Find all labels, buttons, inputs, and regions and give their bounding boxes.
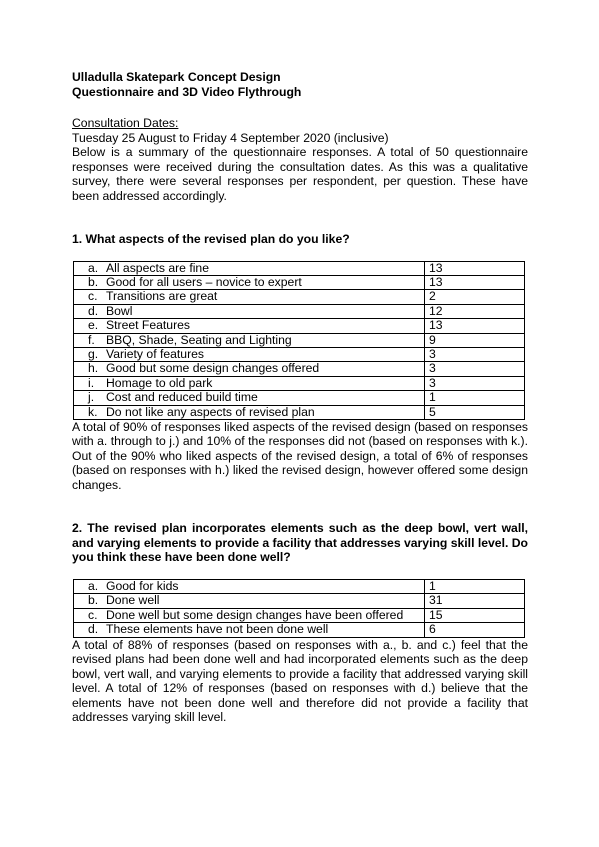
- response-answer-cell: [74, 333, 425, 347]
- response-answer: Do not like any aspects of revised plan: [106, 404, 315, 419]
- document-title-line1: Ulladulla Skatepark Concept Design: [72, 70, 281, 84]
- table-row: [74, 362, 525, 376]
- question-1-analysis: A total of 90% of responses liked aspects of the revised design (based on responses with a. through to j.) and 10% of the responses did not (based on responses with k.). Out of the 90% who liked aspects of the revised design, a total of 6% of responses (based on responses with h.) liked the revised design, however offered some design changes.: [72, 419, 528, 492]
- response-answer-cell: [74, 275, 425, 289]
- response-count: 1: [425, 579, 525, 593]
- response-letter: b.: [88, 593, 99, 608]
- response-count: 31: [425, 594, 525, 608]
- table-row: [74, 304, 525, 318]
- response-answer: BBQ, Shade, Seating and Lighting: [106, 332, 292, 347]
- response-answer-cell: [74, 290, 425, 304]
- response-answer: Street Features: [106, 318, 190, 333]
- response-letter: f.: [88, 332, 95, 347]
- response-letter: e.: [88, 318, 99, 333]
- response-answer: Good but some design changes offered: [106, 361, 320, 376]
- response-answer: Bowl: [106, 303, 133, 318]
- response-answer-cell: [74, 376, 425, 390]
- table-row: [74, 275, 525, 289]
- response-letter: k.: [88, 404, 98, 419]
- table-row: [74, 290, 525, 304]
- response-count: 13: [425, 261, 525, 275]
- response-letter: b.: [88, 274, 99, 289]
- response-answer: These elements have not been done well: [106, 622, 329, 637]
- response-count: 2: [425, 290, 525, 304]
- table-row: [74, 261, 525, 275]
- response-answer-cell: [74, 608, 425, 622]
- response-answer-cell: [74, 347, 425, 361]
- document-page: [72, 70, 528, 725]
- response-count: 3: [425, 347, 525, 361]
- response-letter: g.: [88, 346, 99, 361]
- response-letter: d.: [88, 303, 99, 318]
- response-count: 5: [425, 405, 525, 419]
- table-row: [74, 376, 525, 390]
- response-count: 12: [425, 304, 525, 318]
- response-letter: c.: [88, 289, 98, 304]
- response-answer: Good for kids: [106, 578, 179, 593]
- table-row: [74, 405, 525, 419]
- question-1-heading: 1. What aspects of the revised plan do you like?: [72, 232, 350, 246]
- table-row: [74, 594, 525, 608]
- response-answer: Transitions are great: [106, 289, 218, 304]
- document-title-line2: Questionnaire and 3D Video Flythrough: [72, 84, 302, 99]
- response-answer: Done well: [106, 593, 160, 608]
- response-answer: Variety of features: [106, 346, 204, 361]
- summary-paragraph: Below is a summary of the questionnaire responses. A total of 50 questionnaire responses were received during the consultation dates. As this was a qualitative survey, there were several responses per respondent, per question. These have been addressed accordingly.: [72, 145, 528, 203]
- response-answer-cell: [74, 405, 425, 419]
- response-answer-cell: [74, 261, 425, 275]
- response-answer: Homage to old park: [106, 375, 213, 390]
- question-2-table: [73, 579, 525, 638]
- response-answer-cell: [74, 594, 425, 608]
- response-count: 9: [425, 333, 525, 347]
- response-answer: Good for all users – novice to expert: [106, 274, 302, 289]
- question-2-heading: 2. The revised plan incorporates elements such as the deep bowl, vert wall, and varying elements to provide a facility that addresses varying skill level. Do you think these have been done well?: [72, 521, 528, 565]
- table-row: [74, 391, 525, 405]
- response-letter: a.: [88, 260, 99, 275]
- response-count: 3: [425, 376, 525, 390]
- response-count: 6: [425, 623, 525, 637]
- response-answer-cell: [74, 623, 425, 637]
- response-letter: j.: [88, 390, 95, 405]
- question-1-table: [73, 261, 525, 420]
- response-count: 13: [425, 275, 525, 289]
- response-count: 1: [425, 391, 525, 405]
- response-letter: d.: [88, 622, 99, 637]
- consultation-dates-heading: Consultation Dates:: [72, 116, 179, 130]
- response-answer-cell: [74, 579, 425, 593]
- response-letter: i.: [88, 375, 95, 390]
- consultation-dates: Tuesday 25 August to Friday 4 September 2020 (inclusive): [72, 130, 389, 145]
- response-letter: h.: [88, 361, 99, 376]
- response-count: 13: [425, 319, 525, 333]
- table-row: [74, 319, 525, 333]
- response-answer-cell: [74, 391, 425, 405]
- response-answer-cell: [74, 319, 425, 333]
- question-2-analysis: A total of 88% of responses (based on responses with a., b. and c.) feel that the revised plans had been done well and had incorporated elements such as the deep bowl, vert wall, and varying elements to provide a facility that addressed varying skill level. A total of 12% of responses (based on responses with d.) believe that the elements have not been done well and therefore did not provide a facility that addresses varying skill level.: [72, 637, 528, 725]
- table-row: [74, 333, 525, 347]
- response-answer-cell: [74, 304, 425, 318]
- response-answer-cell: [74, 362, 425, 376]
- table-row: [74, 608, 525, 622]
- table-row: [74, 347, 525, 361]
- response-letter: c.: [88, 607, 98, 622]
- table-row: [74, 623, 525, 637]
- response-answer: All aspects are fine: [106, 260, 209, 275]
- table-row: [74, 579, 525, 593]
- response-answer: Done well but some design changes have been offered: [106, 607, 404, 622]
- response-letter: a.: [88, 578, 99, 593]
- response-count: 3: [425, 362, 525, 376]
- response-count: 15: [425, 608, 525, 622]
- response-answer: Cost and reduced build time: [106, 390, 258, 405]
